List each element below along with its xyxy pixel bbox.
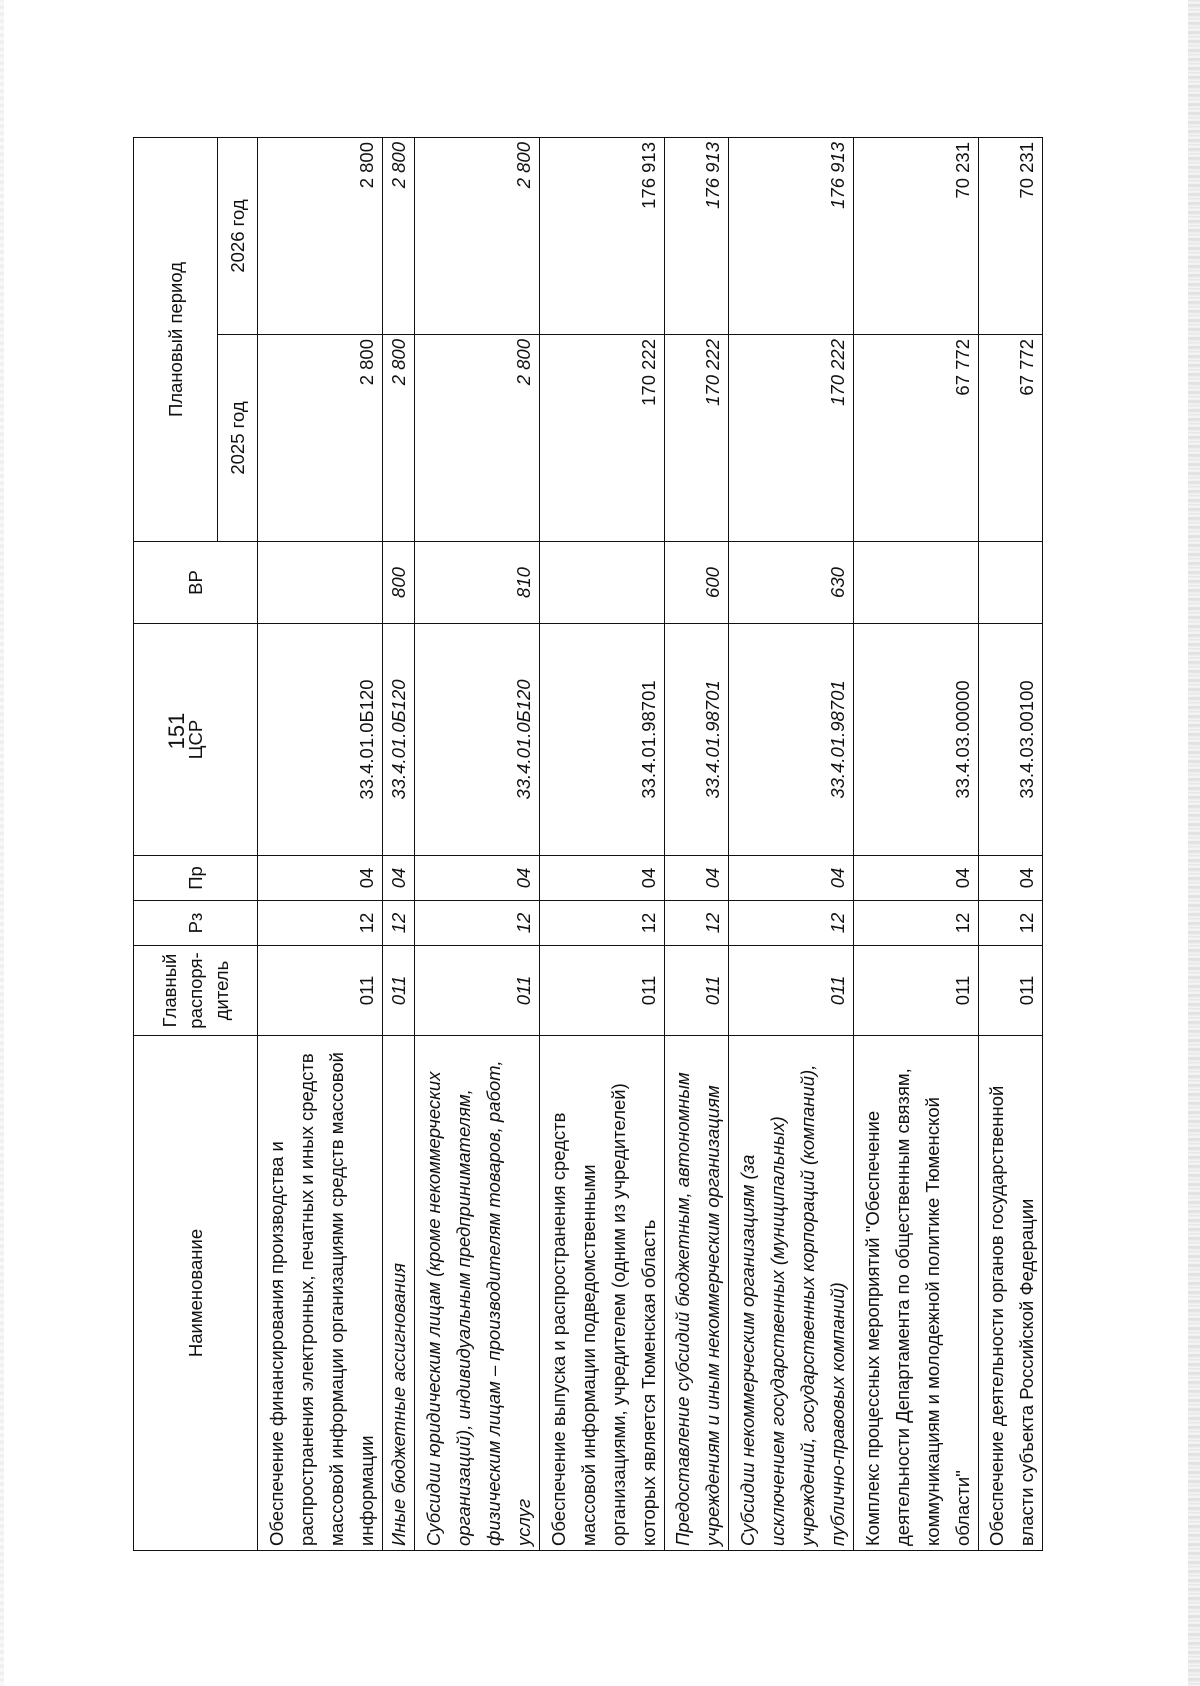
cell-2026: 2 800 bbox=[415, 138, 540, 335]
cell-2026: 176 913 bbox=[729, 138, 854, 335]
cell-name: Иные бюджетные ассигнования bbox=[383, 1036, 415, 1551]
cell-2026: 176 913 bbox=[665, 138, 729, 335]
scan-edge-left bbox=[0, 0, 4, 1686]
cell-csr: 33.4.03.00000 bbox=[854, 624, 979, 856]
cell-pr: 04 bbox=[415, 856, 540, 901]
cell-rz: 12 bbox=[415, 901, 540, 946]
table-row bbox=[854, 138, 979, 1551]
cell-vr bbox=[979, 542, 1043, 624]
cell-manager: 011 bbox=[854, 946, 979, 1036]
cell-csr: 33.4.01.0Б120 bbox=[415, 624, 540, 856]
table-row bbox=[979, 138, 1043, 1551]
cell-rz: 12 bbox=[729, 901, 854, 946]
cell-pr: 04 bbox=[258, 856, 383, 901]
cell-rz: 12 bbox=[540, 901, 665, 946]
cell-2025: 170 222 bbox=[540, 335, 665, 542]
cell-pr: 04 bbox=[665, 856, 729, 901]
budget-table bbox=[133, 137, 1043, 1551]
table-row bbox=[729, 138, 854, 1551]
cell-name: Субсидии некоммерческим организациям (за исключением государственных (муниципальных) учреждений, государственных корпораций (компаний), публично-правовых компаний) bbox=[729, 1036, 854, 1551]
cell-pr: 04 bbox=[979, 856, 1043, 901]
cell-csr: 33.4.03.00100 bbox=[979, 624, 1043, 856]
cell-name: Обеспечение выпуска и распространения средств массовой информации подведомственными организациями, учредителем (одним из учредителей) которых является Тюменская область bbox=[540, 1036, 665, 1551]
table-row bbox=[383, 138, 415, 1551]
cell-csr: 33.4.01.98701 bbox=[665, 624, 729, 856]
header-manager: Главный распоря-дитель bbox=[134, 946, 258, 1036]
cell-2025: 67 772 bbox=[979, 335, 1043, 542]
header-rz: Рз bbox=[134, 901, 258, 946]
cell-rz: 12 bbox=[383, 901, 415, 946]
table-row bbox=[540, 138, 665, 1551]
cell-vr bbox=[854, 542, 979, 624]
cell-2025: 67 772 bbox=[854, 335, 979, 542]
cell-manager: 011 bbox=[729, 946, 854, 1036]
cell-name: Предоставление субсидий бюджетным, автономным учреждениям и иным некоммерческим организациям bbox=[665, 1036, 729, 1551]
cell-2026: 176 913 bbox=[540, 138, 665, 335]
cell-2026: 70 231 bbox=[854, 138, 979, 335]
cell-2025: 170 222 bbox=[665, 335, 729, 542]
cell-2025: 2 800 bbox=[258, 335, 383, 542]
header-year-2026: 2026 год bbox=[218, 138, 258, 335]
cell-manager: 011 bbox=[383, 946, 415, 1036]
header-csr: ЦСР bbox=[134, 624, 258, 856]
cell-name: Обеспечение финансирования производства и распространения электронных, печатных и иных средств массовой информации организациями средств массовой информации bbox=[258, 1036, 383, 1551]
header-name: Наименование bbox=[134, 1036, 258, 1551]
cell-vr: 800 bbox=[383, 542, 415, 624]
cell-name: Субсидии юридическим лицам (кроме некоммерческих организаций), индивидуальным предпринимателям, физическим лицам – производителям товаров, работ, услуг bbox=[415, 1036, 540, 1551]
cell-pr: 04 bbox=[854, 856, 979, 901]
cell-2026: 2 800 bbox=[383, 138, 415, 335]
header-vr: ВР bbox=[134, 542, 258, 624]
cell-name: Комплекс процессных мероприятий "Обеспечение деятельности Департамента по общественным связям, коммуникациям и молодежной политике Тюменской области" bbox=[854, 1036, 979, 1551]
cell-rz: 12 bbox=[665, 901, 729, 946]
table-body bbox=[258, 138, 1043, 1551]
cell-name: Обеспечение деятельности органов государственной власти субъекта Российской Федерации bbox=[979, 1036, 1043, 1551]
cell-manager: 011 bbox=[665, 946, 729, 1036]
rotated-table-container bbox=[133, 138, 1037, 1551]
cell-2025: 170 222 bbox=[729, 335, 854, 542]
header-year-2025: 2025 год bbox=[218, 335, 258, 542]
table-row bbox=[258, 138, 383, 1551]
header-row-top bbox=[134, 138, 218, 1551]
cell-manager: 011 bbox=[415, 946, 540, 1036]
cell-manager: 011 bbox=[979, 946, 1043, 1036]
scan-edge-right bbox=[1188, 0, 1200, 1686]
cell-pr: 04 bbox=[729, 856, 854, 901]
table-row bbox=[665, 138, 729, 1551]
cell-csr: 33.4.01.98701 bbox=[729, 624, 854, 856]
cell-manager: 011 bbox=[258, 946, 383, 1036]
cell-vr: 600 bbox=[665, 542, 729, 624]
header-pr: Пр bbox=[134, 856, 258, 901]
cell-csr: 33.4.01.0Б120 bbox=[258, 624, 383, 856]
cell-2026: 2 800 bbox=[258, 138, 383, 335]
cell-csr: 33.4.01.98701 bbox=[540, 624, 665, 856]
cell-pr: 04 bbox=[383, 856, 415, 901]
cell-csr: 33.4.01.0Б120 bbox=[383, 624, 415, 856]
cell-2025: 2 800 bbox=[415, 335, 540, 542]
cell-rz: 12 bbox=[854, 901, 979, 946]
cell-2025: 2 800 bbox=[383, 335, 415, 542]
cell-pr: 04 bbox=[540, 856, 665, 901]
cell-vr bbox=[258, 542, 383, 624]
cell-rz: 12 bbox=[979, 901, 1043, 946]
cell-manager: 011 bbox=[540, 946, 665, 1036]
page-number: 151 bbox=[164, 712, 189, 750]
cell-vr bbox=[540, 542, 665, 624]
cell-vr: 630 bbox=[729, 542, 854, 624]
table-row bbox=[415, 138, 540, 1551]
header-planned-period: Плановый период bbox=[134, 138, 218, 542]
cell-rz: 12 bbox=[258, 901, 383, 946]
cell-vr: 810 bbox=[415, 542, 540, 624]
cell-2026: 70 231 bbox=[979, 138, 1043, 335]
